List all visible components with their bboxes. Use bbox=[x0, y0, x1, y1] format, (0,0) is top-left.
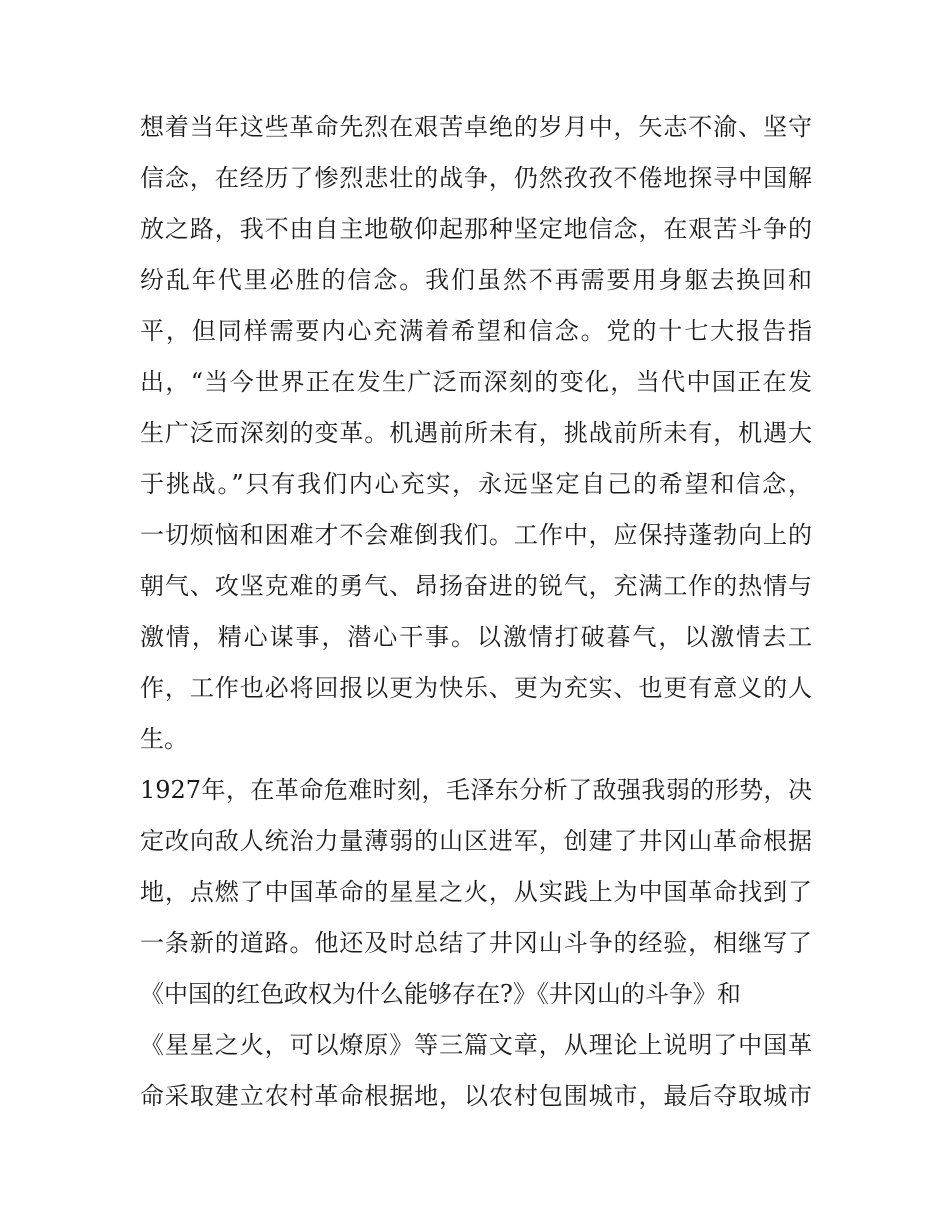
text-line: 朝气、攻坚克难的勇气、昂扬奋进的锐气，充满工作的热情与 bbox=[140, 572, 812, 600]
text-line: 生。 bbox=[140, 725, 188, 753]
text-line: 命采取建立农村革命根据地，以农村包围城市，最后夺取城市 bbox=[140, 1082, 812, 1110]
text-line: 平，但同样需要内心充满着希望和信念。党的十七大报告指 bbox=[140, 317, 812, 345]
paragraph-2 bbox=[140, 765, 812, 1122]
text-line: 放之路，我不由自主地敬仰起那种坚定地信念，在艰苦斗争的 bbox=[140, 215, 812, 243]
text-line: 纷乱年代里必胜的信念。我们虽然不再需要用身躯去换回和 bbox=[140, 266, 812, 294]
text-line: 一切烦恼和困难才不会难倒我们。工作中，应保持蓬勃向上的 bbox=[140, 521, 812, 549]
text-line: 《中国的红色政权为什么能够存在?》《井冈山的斗争》和 bbox=[140, 980, 741, 1008]
text-line: 定改向敌人统治力量薄弱的山区进军，创建了井冈山革命根据 bbox=[140, 827, 812, 855]
text-line: 地，点燃了中国革命的星星之火，从实践上为中国革命找到了 bbox=[140, 878, 812, 906]
paragraph-1 bbox=[140, 102, 812, 765]
text-line: 信念，在经历了惨烈悲壮的战争，仍然孜孜不倦地探寻中国解 bbox=[140, 164, 812, 192]
text-line: 于挑战。”只有我们内心充实，永远坚定自己的希望和信念， bbox=[140, 470, 812, 498]
text-line: 一条新的道路。他还及时总结了井冈山斗争的经验，相继写了 bbox=[140, 929, 812, 957]
text-line: 想着当年这些革命先烈在艰苦卓绝的岁月中，矢志不渝、坚守 bbox=[140, 113, 812, 141]
text-line: 激情，精心谋事，潜心干事。以激情打破暮气，以激情去工 bbox=[140, 623, 812, 651]
body-text bbox=[140, 102, 812, 1122]
text-line: 《星星之火，可以燎原》等三篇文章，从理论上说明了中国革 bbox=[140, 1031, 812, 1059]
text-line: 作，工作也必将回报以更为快乐、更为充实、也更有意义的人 bbox=[140, 674, 812, 702]
text-line: 1927年，在革命危难时刻，毛泽东分析了敌强我弱的形势，决 bbox=[140, 776, 812, 804]
text-line: 出，“当今世界正在发生广泛而深刻的变化，当代中国正在发 bbox=[140, 368, 812, 396]
text-line: 生广泛而深刻的变革。机遇前所未有，挑战前所未有，机遇大 bbox=[140, 419, 812, 447]
